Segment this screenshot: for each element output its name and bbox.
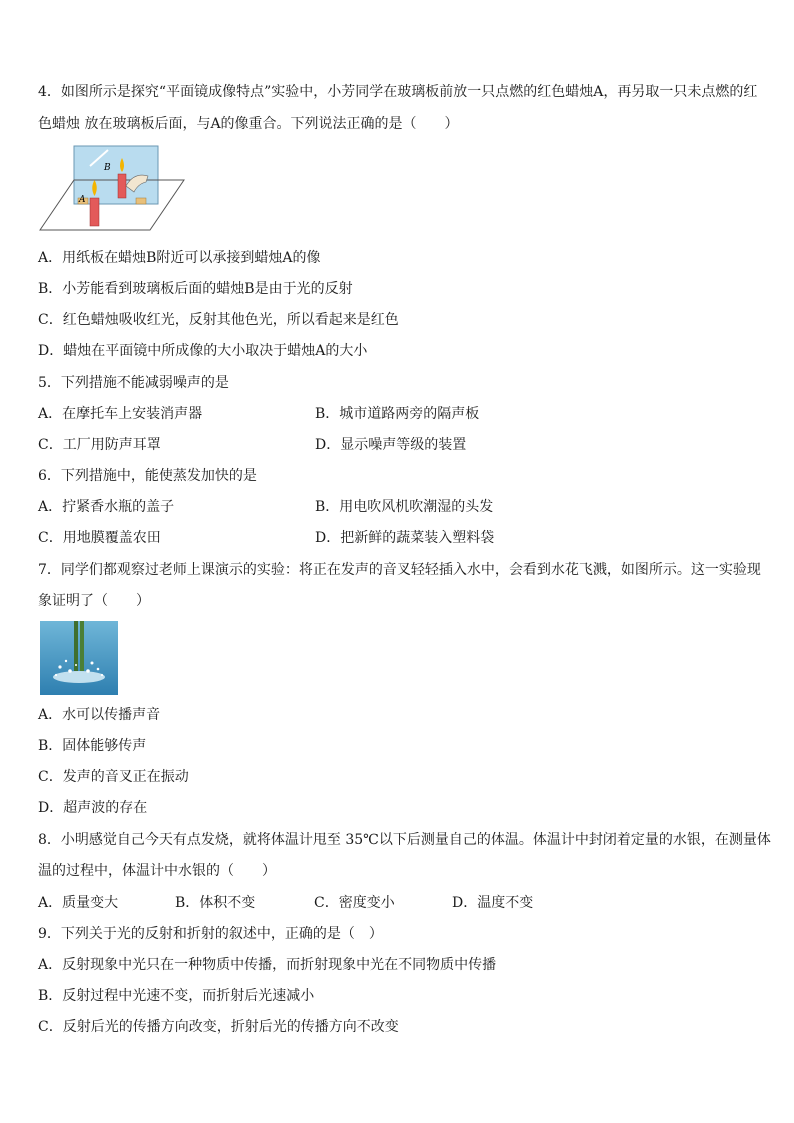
- q8-option-a: A．质量变大: [38, 895, 119, 911]
- q7-stem-line-1: 7．同学们都观察过老师上课演示的实验：将正在发声的音叉轻轻插入水中，会看到水花飞溅，如图所示。这一实验现: [38, 562, 761, 578]
- mirror-experiment-figure: [38, 142, 186, 238]
- photo-background: [40, 621, 118, 695]
- q7-option-c: C．发声的音叉正在振动: [38, 769, 189, 785]
- candle-a: [90, 198, 99, 226]
- q9-stem: 9．下列关于光的反射和折射的叙述中，正确的是（ ）: [38, 926, 383, 942]
- q6-option-c: C．用地膜覆盖农田: [38, 530, 161, 546]
- label-a: A: [79, 195, 86, 205]
- fork-prong-left: [74, 621, 78, 671]
- q7-stem-line-2: 象证明了（ ）: [38, 593, 150, 609]
- q5-option-c: C．工厂用防声耳罩: [38, 437, 161, 453]
- q4-stem-line-2: 色蜡烛 放在玻璃板后面，与A的像重合。下列说法正确的是（ ）: [38, 116, 459, 132]
- q6-option-a: A．拧紧香水瓶的盖子: [38, 499, 175, 515]
- q8-stem-line-2: 温的过程中，体温计中水银的（ ）: [38, 863, 276, 879]
- candle-b: [118, 174, 126, 198]
- fork-prong-right: [80, 621, 84, 671]
- q8-option-d: D．温度不变: [452, 895, 534, 911]
- q5-option-b: B．城市道路两旁的隔声板: [315, 406, 480, 422]
- q4-option-d: D．蜡烛在平面镜中所成像的大小取决于蜡烛A的大小: [38, 343, 368, 359]
- q6-option-d: D．把新鲜的蔬菜装入塑料袋: [315, 530, 495, 546]
- q4-option-c: C．红色蜡烛吸收红光，反射其他色光，所以看起来是红色: [38, 312, 399, 328]
- label-b: B: [104, 163, 111, 173]
- q5-option-d: D．显示噪声等级的装置: [315, 437, 467, 453]
- q4-stem-line-1: 4．如图所示是探究“平面镜成像特点”实验中，小芳同学在玻璃板前放一只点燃的红色蜡烛A，再另取一只未点燃的红: [38, 84, 758, 100]
- q4-option-a: A．用纸板在蜡烛B附近可以承接到蜡烛A的像: [38, 250, 321, 266]
- q7-option-b: B．固体能够传声: [38, 738, 147, 754]
- q4-option-b: B．小芳能看到玻璃板后面的蜡烛B是由于光的反射: [38, 281, 353, 297]
- support-block-right: [136, 198, 146, 204]
- q6-option-b: B．用电吹风机吹潮湿的头发: [315, 499, 494, 515]
- q8-option-c: C．密度变小: [314, 895, 395, 911]
- q5-option-a: A．在摩托车上安装消声器: [38, 406, 203, 422]
- q5-stem: 5．下列措施不能减弱噪声的是: [38, 375, 229, 391]
- q8-stem-line-1: 8．小明感觉自己今天有点发烧，就将体温计甩至 35℃以下后测量自己的体温。体温计中封闭着定量的水银，在测量体: [38, 832, 771, 848]
- water-surface: [53, 671, 105, 683]
- tuning-fork-water-figure: [40, 621, 118, 695]
- q8-option-b: B．体积不变: [175, 895, 256, 911]
- glass-plate: [74, 146, 158, 204]
- q9-option-c: C．反射后光的传播方向改变，折射后光的传播方向不改变: [38, 1019, 399, 1035]
- q7-option-a: A．水可以传播声音: [38, 707, 161, 723]
- q9-option-a: A．反射现象中光只在一种物质中传播，而折射现象中光在不同物质中传播: [38, 957, 497, 973]
- q9-option-b: B．反射过程中光速不变，而折射后光速减小: [38, 988, 315, 1004]
- q6-stem: 6．下列措施中，能使蒸发加快的是: [38, 468, 257, 484]
- q7-option-d: D．超声波的存在: [38, 800, 148, 816]
